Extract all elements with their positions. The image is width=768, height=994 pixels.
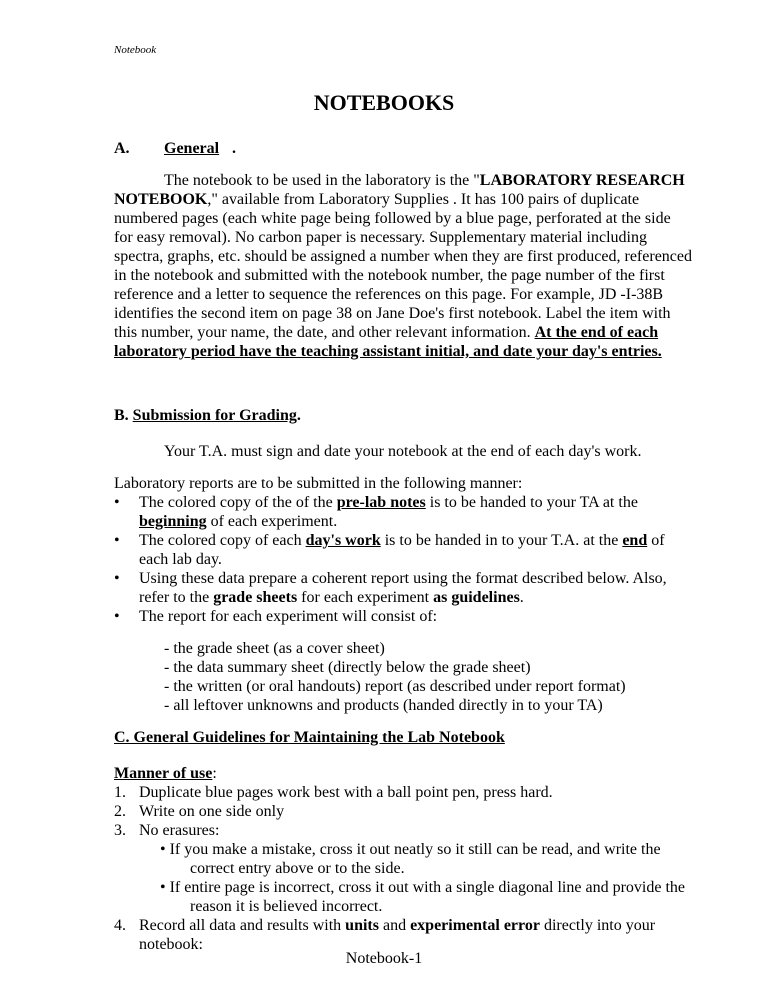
item-4-line-1: Record all data and results with units and experimental error directly into your (139, 917, 656, 934)
section-b-heading: B. Submission for Grading. (114, 407, 301, 424)
sub-bullet-1-line-1: • If you make a mistake, cross it out neatly so it still can be read, and write the (160, 841, 661, 858)
manner-of-use-label: Manner of use: (114, 765, 217, 782)
report-item: - the data summary sheet (directly below the grade sheet) (164, 659, 531, 676)
running-header: Notebook (114, 44, 157, 56)
bullet-2-line-2: each lab day. (139, 551, 222, 568)
sub-bullet-2-line-2: reason it is believed incorrect. (190, 898, 383, 915)
page-title: NOTEBOOKS (313, 90, 455, 115)
para-line-3: numbered pages (each white page being followed by a blue page, perforated at the side (114, 210, 671, 227)
section-a-heading (164, 139, 219, 158)
bullet-glyph-3: • (114, 570, 120, 587)
para-line-6: in the notebook and submitted with the notebook number, the page number of the first (114, 267, 665, 284)
sub-bullet-1-line-2: correct entry above or to the side. (190, 860, 405, 877)
section-a-heading-text: General (164, 140, 220, 157)
item-number-2: 2. (114, 803, 126, 820)
section-b-reports-intro: Laboratory reports are to be submitted in the following manner: (114, 475, 523, 492)
section-c-heading: C. General Guidelines for Maintaining the Lab Notebook (114, 729, 505, 746)
section-a-heading-punct: . (232, 140, 236, 157)
bullet-4-line-1: The report for each experiment will consist of: (139, 608, 438, 625)
report-item: - all leftover unknowns and products (handed directly in to your TA) (164, 697, 603, 714)
bullet-glyph-2: • (114, 532, 120, 549)
section-a-letter: A. (114, 140, 130, 157)
bullet-glyph-1: • (114, 494, 120, 511)
bullet-1-line-2: beginning of each experiment. (139, 513, 338, 530)
para-line-5: spectra, graphs, etc. should be assigned a number when they are first produced, referenced (114, 248, 692, 265)
bullet-3-line-2: refer to the grade sheets for each experiment as guidelines. (139, 589, 524, 606)
item-number-3: 3. (114, 822, 126, 839)
bullet-3-line-1: Using these data prepare a coherent report using the format described below. Also, (139, 570, 667, 587)
report-item: - the written (or oral handouts) report (as described under report format) (164, 678, 626, 695)
item-1: Duplicate blue pages work best with a ball point pen, press hard. (139, 784, 553, 801)
para-line-2: NOTEBOOK," available from Laboratory Supplies . It has 100 pairs of duplicate (114, 191, 640, 208)
para-line-9: this number, your name, the date, and other relevant information. At the end of each (114, 324, 659, 341)
item-number-1: 1. (114, 784, 126, 801)
item-3: No erasures: (139, 822, 220, 839)
para-line-4: for easy removal). No carbon paper is necessary. Supplementary material including (114, 229, 647, 246)
para-line-7: reference and a letter to sequence the references on this page. For example, JD -I-38B (114, 286, 664, 303)
para-line-1: The notebook to be used in the laboratory is the "LABORATORY RESEARCH (164, 172, 685, 189)
bullet-1-line-1: The colored copy of the of the pre-lab notes is to be handed to your TA at the (139, 494, 638, 511)
item-2: Write on one side only (139, 803, 285, 820)
section-a-paragraph (114, 171, 692, 361)
report-item: - the grade sheet (as a cover sheet) (164, 640, 385, 657)
page-footer: Notebook-1 (345, 950, 423, 967)
sub-bullet-2-line-1: • If entire page is incorrect, cross it out with a single diagonal line and provide the (160, 879, 685, 896)
para-line-10: laboratory period have the teaching assistant initial, and date your day's entries. (114, 343, 662, 360)
item-4-line-2: notebook: (139, 936, 203, 953)
para-line-8: identifies the second item on page 38 on Jane Doe's first notebook. Label the item with (114, 305, 671, 322)
bullet-2-line-1: The colored copy of each day's work is to be handed in to your T.A. at the end of (139, 532, 665, 549)
section-b-intro: Your T.A. must sign and date your notebook at the end of each day's work. (164, 443, 642, 460)
bullet-glyph-4: • (114, 608, 120, 625)
item-number-4: 4. (114, 917, 126, 934)
